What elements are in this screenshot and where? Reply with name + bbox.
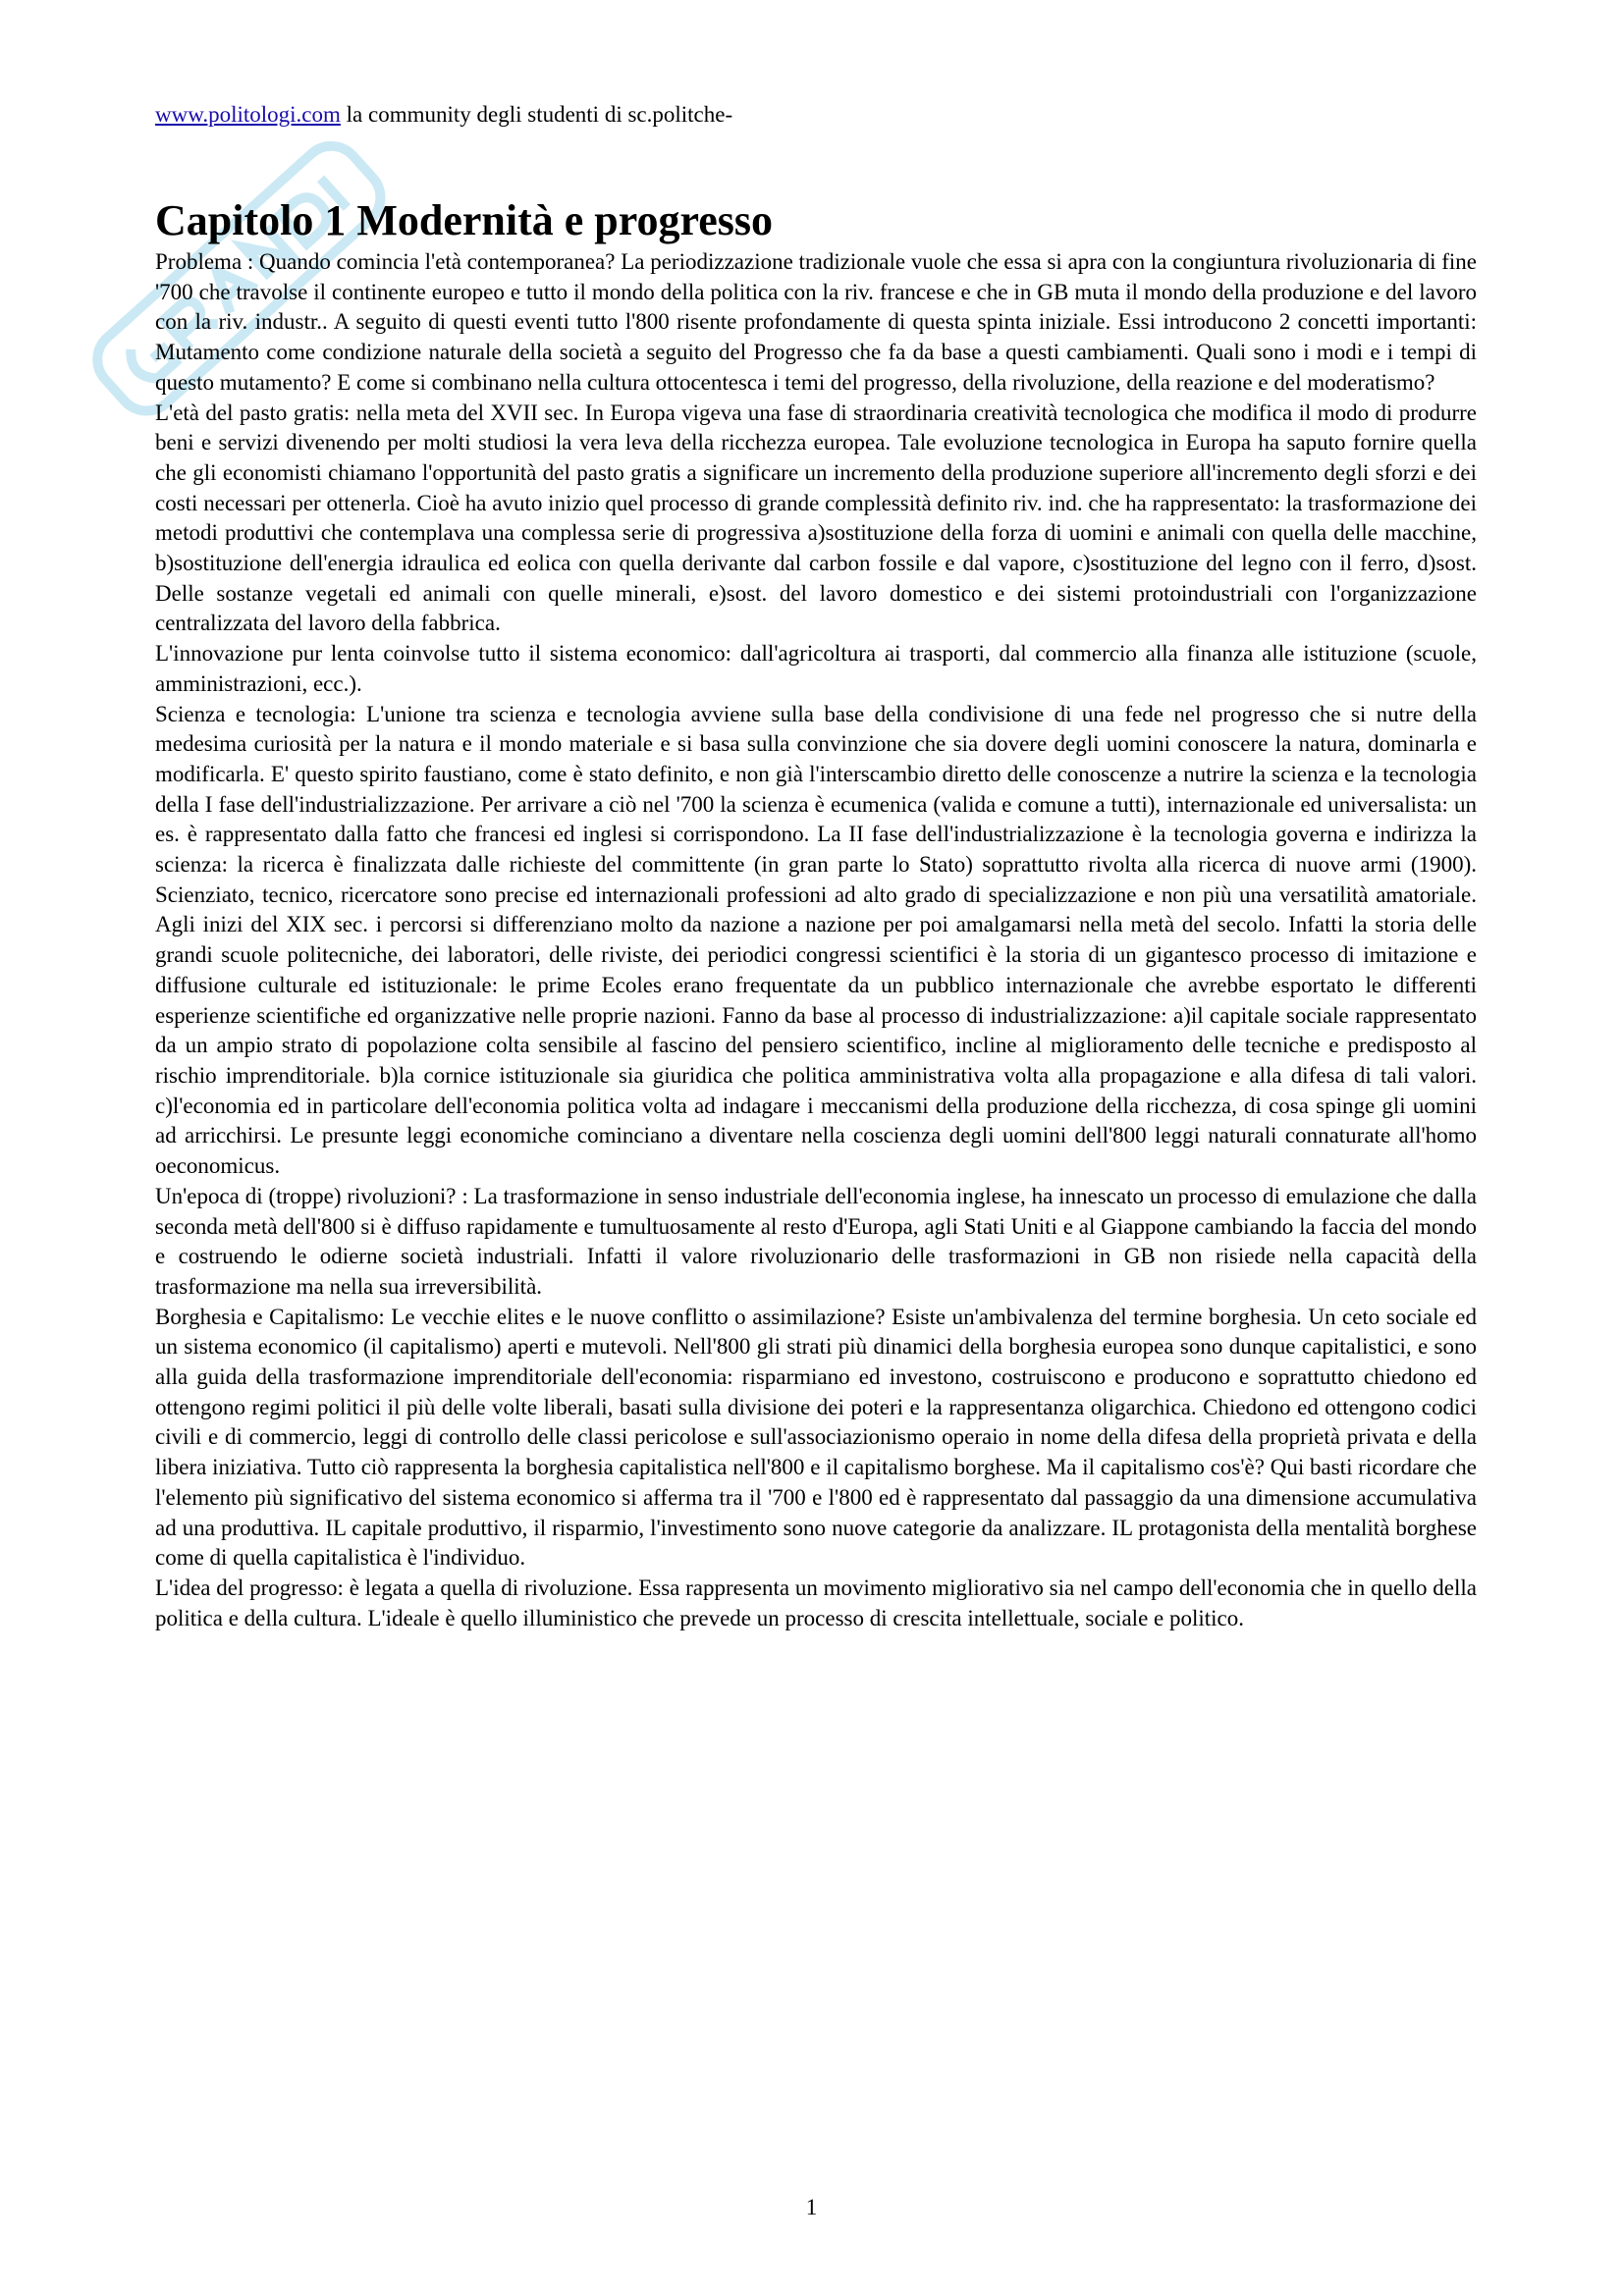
chapter-body [155, 247, 1477, 1633]
page-number: 1 [805, 2195, 818, 2219]
paragraph-innovazione: L'innovazione pur lenta coinvolse tutto il sistema economico: dall'agricoltura ai trasporti, dal commercio alla finanza alle istituzione (scuole, amministrazioni, ecc.). [155, 641, 1477, 696]
paragraph-idea-progresso: L'idea del progresso: è legata a quella di rivoluzione. Essa rappresenta un movimento migliorativo sia nel campo dell'economia che in quello della politica e della cultura. L'ideale è quello illuministico che prevede un processo di crescita intellettuale, sociale e politico. [155, 1575, 1477, 1630]
page-header [155, 102, 732, 128]
paragraph-rivoluzioni: Un'epoca di (troppe) rivoluzioni? : La trasformazione in senso industriale dell'economia inglese, ha innescato un processo di emulazione che dalla seconda metà dell'800 si è diffuso rapidamente e tumultuosamente al resto d'Europa, agli Stati Uniti e al Giappone cambiando la faccia del mondo e costruendo le odierne società industriali. Infatti il valore rivoluzionario delle trasformazioni in GB non risiede nella capacità della trasformazione ma nella sua irreversibilità. [155, 1183, 1477, 1299]
paragraph-pasto-gratis: L'età del pasto gratis: nella meta del XVII sec. In Europa vigeva una fase di straordinaria creatività tecnologica che modifica il modo di produrre beni e servizi divenendo per molti studiosi la vera leva della ricchezza europea. Tale evoluzione tecnologica in Europa ha saputo fornire quella che gli economisti chiamano l'opportunità del pasto gratis a significare un incremento della produzione superiore all'incremento degli sforzi e dei costi necessari per ottenerla. Cioè ha avuto inizio quel processo di grande complessità definito riv. ind. che ha rappresentato: la trasformazione dei metodi produttivi che contemplava una complessa serie di progressiva a)sostituzione della forza di uomini e animali con quella delle macchine, b)sostituzione dell'energia idraulica ed eolica con quella derivante dal carbon fossile e dal vapore, c)sostituzione del legno con il ferro, d)sost. Delle sostanze vegetali ed animali con quelle minerali, e)sost. del lavoro domestico e dei sistemi protoindustriali con l'organizzazione centralizzata del lavoro della fabbrica. [155, 400, 1477, 636]
paragraph-problema: Problema : Quando comincia l'età contemporanea? La periodizzazione tradizionale vuole che essa si apra con la congiuntura rivoluzionaria di fine '700 che travolse il continente europeo e tutto il mondo della politica con la riv. francese e che in GB muta il mondo della produzione e del lavoro con la riv. industr.. A seguito di questi eventi tutto l'800 risente profondamente di questa spinta iniziale. Essi introducono 2 concetti importanti: Mutamento come condizione naturale della società a seguito del Progresso che fa da base a questi cambiamenti. Quali sono i modi e i tempi di questo mutamento? E come si combinano nella cultura ottocentesca i temi del progresso, della rivoluzione, della reazione e del moderatismo? [155, 249, 1477, 395]
paragraph-scienza-tecnologia: Scienza e tecnologia: L'unione tra scienza e tecnologia avviene sulla base della condivisione di una fede nel progresso che si nutre della medesima curiosità per la natura e il mondo materiale e si basa sulla convinzione che sia dovere degli uomini conoscere la natura, dominarla e modificarla. E' questo spirito faustiano, come è stato definito, e non già l'interscambio diretto delle conoscenze a nutrire la scienza e la tecnologia della I fase dell'industrializzazione. Per arrivare a ciò nel '700 la scienza è ecumenica (valida e comune a tutti), internazionale ed universalista: un es. è rappresentato dalla fatto che francesi ed inglesi si corrispondono. La II fase dell'industrializzazione è la tecnologia governa e indirizza la scienza: la ricerca è finalizzata dalle richieste del committente (in gran parte lo Stato) soprattutto rivolta alla ricerca di nuove armi (1900). Scienziato, tecnico, ricercatore sono precise ed internazionali professioni ad alto grado di specializzazione e non più una versatilità amatoriale. Agli inizi del XIX sec. i percorsi si differenziano molto da nazione a nazione per poi amalgamarsi nella metà del secolo. Infatti la storia delle grandi scuole politecniche, dei laboratori, delle riviste, dei periodici congressi scientifici è la storia di un gigantesco processo di imitazione e diffusione culturale ed istituzionale: le prime Ecoles erano frequentate da un pubblico internazionale che avrebbe esportato le differenti esperienze scientifiche ed organizzative nelle proprie nazioni. Fanno da base al processo di industrializzazione: a)il capitale sociale rappresentato da un ampio strato di popolazione colta sensibile al fascino del pensiero scientifico, incline al miglioramento delle tecniche e predisposto al rischio imprenditoriale. b)la cornice istituzionale sia giuridica che politica amministrativa volta alla propagazione e alla difesa di tali valori. c)l'economia ed in particolare dell'economia politica volta ad indagare i meccanismi della produzione della ricchezza, di cosa spinge gli uomini ad arricchirsi. Le presunte leggi economiche cominciano a diventare nella coscienza degli uomini dell'800 leggi naturali connaturate all'homo oeconomicus. [155, 701, 1477, 1179]
header-site-link[interactable]: www.politologi.com [155, 102, 341, 127]
chapter-title: Capitolo 1 Modernità e progresso [155, 196, 773, 244]
header-tagline: la community degli studenti di sc.politche- [346, 102, 733, 127]
paragraph-borghesia-capitalismo: Borghesia e Capitalismo: Le vecchie elites e le nuove conflitto o assimilazione? Esiste un'ambivalenza del termine borghesia. Un ceto sociale ed un sistema economico (il capitalismo) aperti e mutevoli. Nell'800 gli strati più dinamici della borghesia europea sono dunque capitalistici, e sono alla guida della trasformazione imprenditoriale dell'economia: risparmiano ed investono, costruiscono e producono e soprattutto chiedono ed ottengono regimi politici il più delle volte liberali, basati sulla divisione dei poteri e la rappresentanza oligarchica. Chiedono ed ottengono codici civili e di commercio, leggi di controllo delle classi pericolose e sull'associazionismo operaio in nome della difesa della proprietà privata e della libera iniziativa. Tutto ciò rappresenta la borghesia capitalistica nell'800 e il capitalismo borghese. Ma il capitalismo cos'è? Qui basti ricordare che l'elemento più significativo del sistema economico si afferma tra il '700 e l'800 ed è rappresentato dal passaggio da una dimensione accumulativa ad una produttiva. IL capitale produttivo, il risparmio, l'investimento sono nuove categorie da analizzare. IL protagonista della mentalità borghese come di quella capitalistica è l'individuo. [155, 1304, 1477, 1571]
